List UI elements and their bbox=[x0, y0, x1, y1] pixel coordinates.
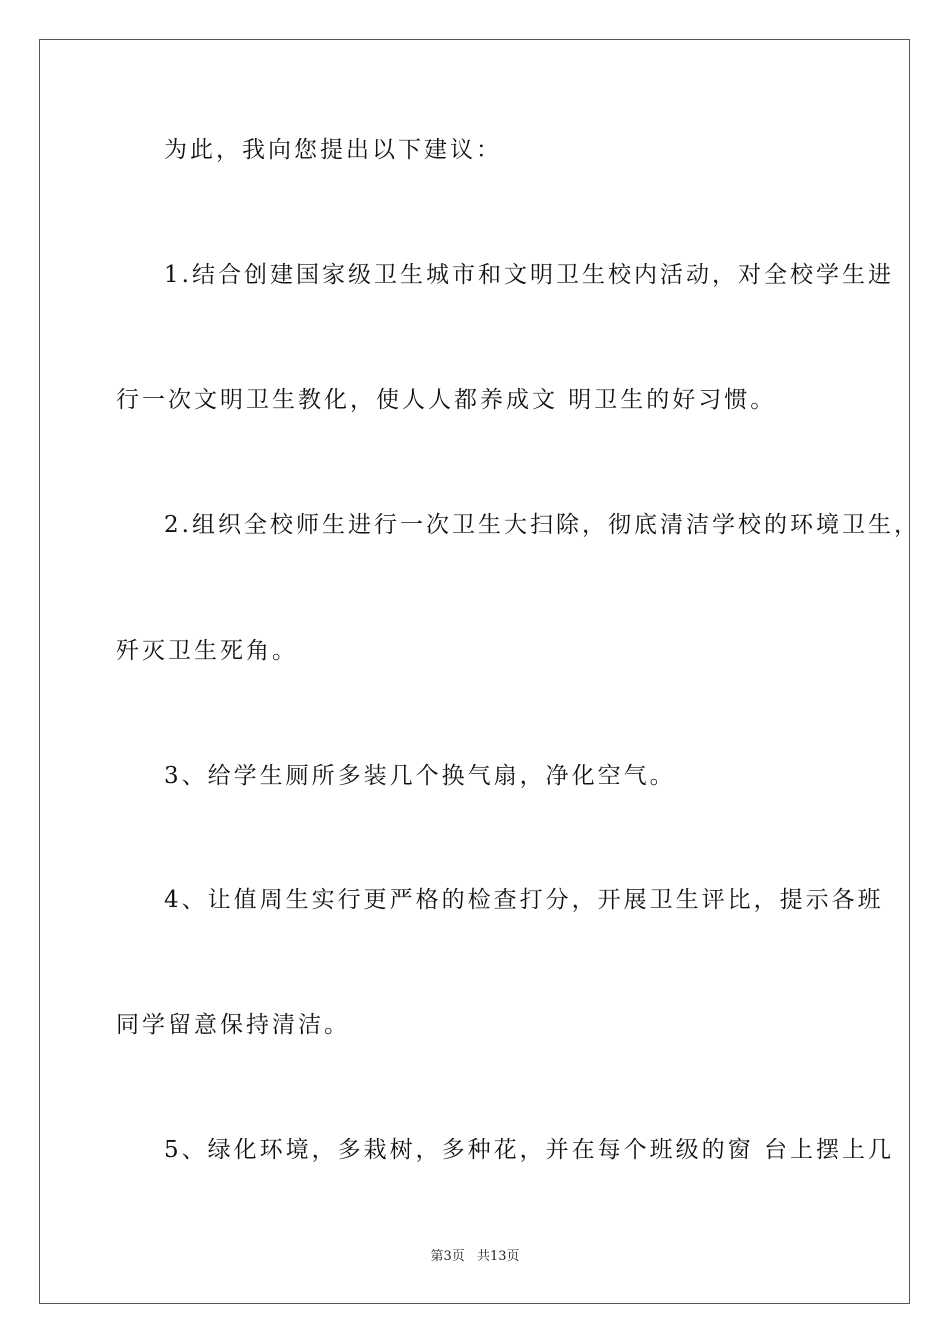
page-footer bbox=[0, 1248, 950, 1266]
suggestion-1-line-1: 1.结合创建国家级卫生城市和文明卫生校内活动，对全校学生进 bbox=[164, 262, 894, 288]
paragraph-intro: 为此，我向您提出以下建议： bbox=[164, 137, 502, 163]
suggestion-5-line-1: 5、绿化环境，多栽树，多种花，并在每个班级的窗 台上摆上几 bbox=[164, 1137, 894, 1163]
page-frame bbox=[39, 39, 910, 1304]
suggestion-1-line-2: 行一次文明卫生教化，使人人都养成文 明卫生的好习惯。 bbox=[116, 387, 777, 413]
page-total: 共13页 bbox=[476, 1249, 520, 1264]
suggestion-4-line-2: 同学留意保持清洁。 bbox=[116, 1012, 350, 1038]
suggestion-2-line-2: 歼灭卫生死角。 bbox=[116, 638, 298, 664]
page-number: 第3页 bbox=[430, 1249, 465, 1264]
suggestion-2-line-1: 2.组织全校师生进行一次卫生大扫除，彻底清洁学校的环境卫生， bbox=[164, 512, 920, 538]
suggestion-3-line-1: 3、给学生厕所多装几个换气扇，净化空气。 bbox=[164, 763, 676, 789]
suggestion-4-line-1: 4、让值周生实行更严格的检查打分，开展卫生评比，提示各班 bbox=[164, 887, 884, 913]
